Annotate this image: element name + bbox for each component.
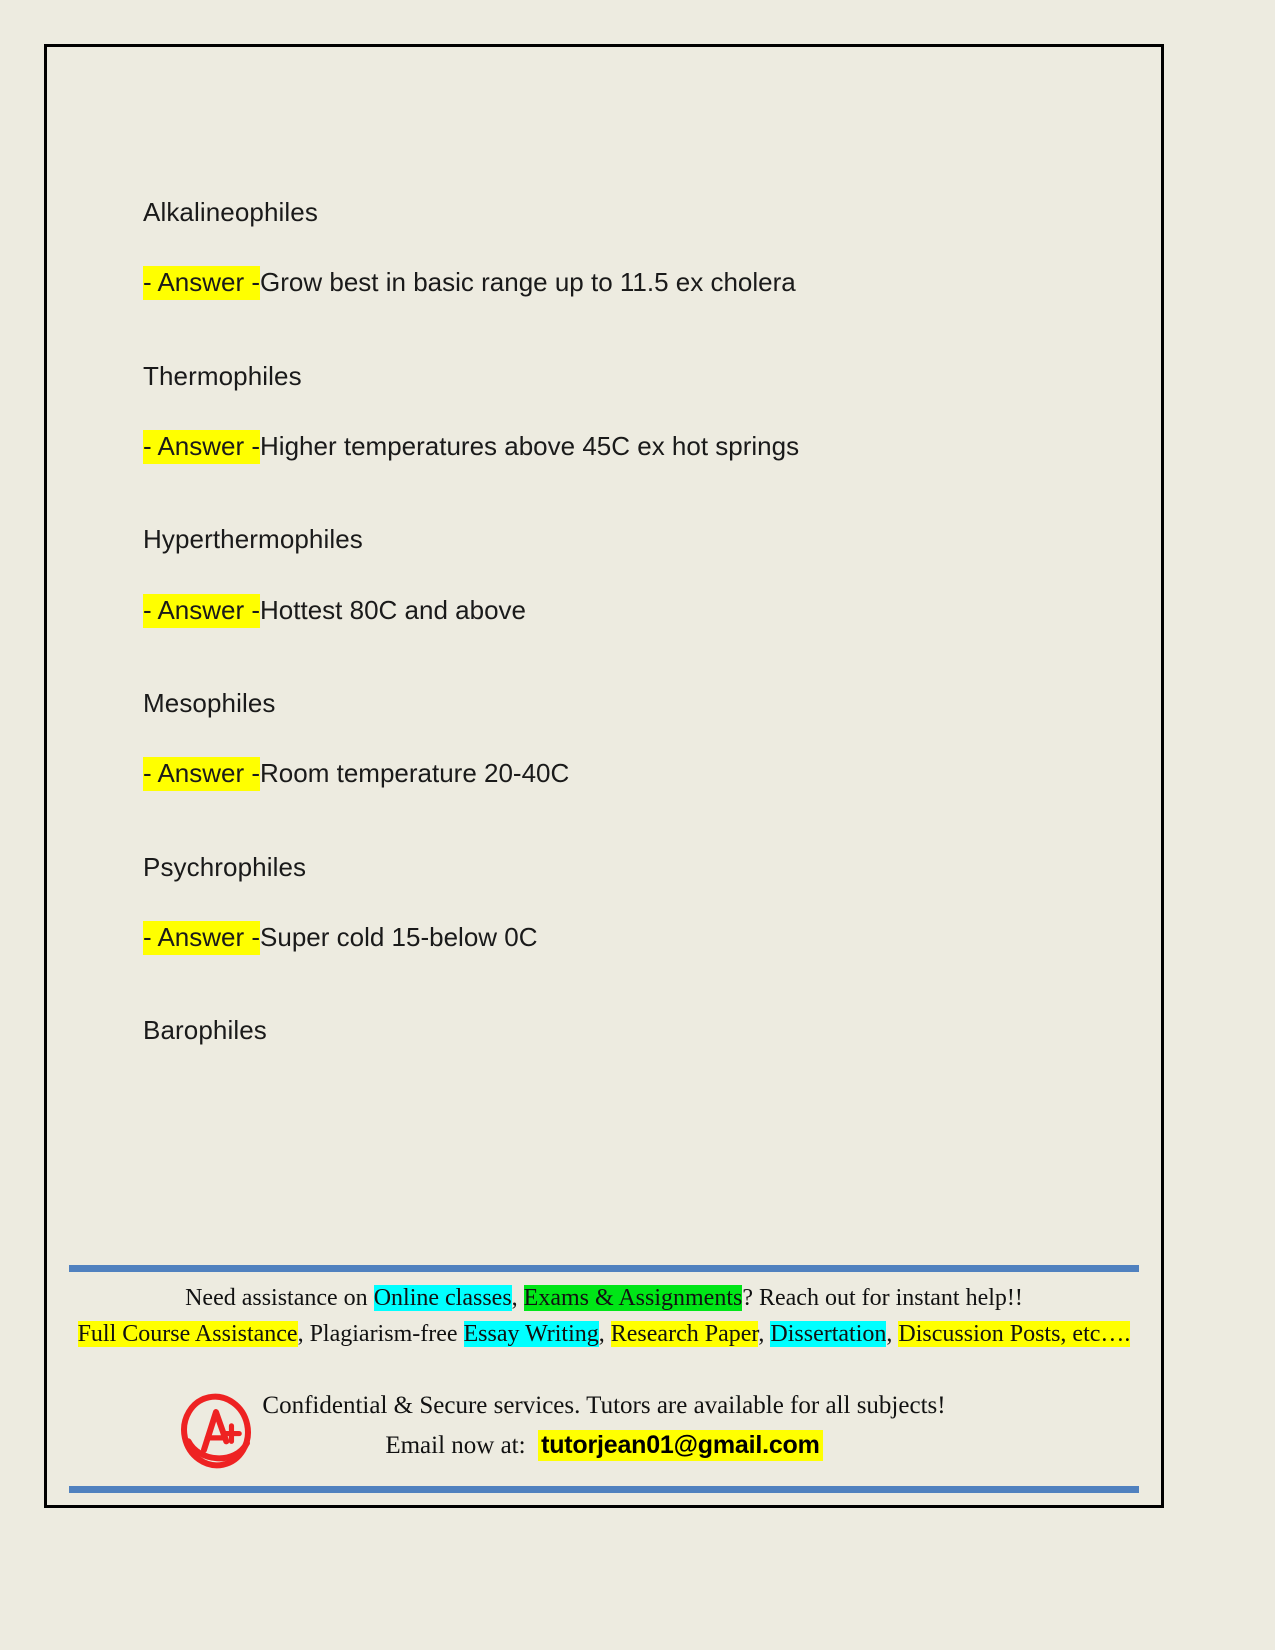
answer-line: [143, 430, 1121, 463]
highlight-discussion-posts: Discussion Posts, etc….: [898, 1320, 1131, 1347]
highlight-essay-writing: Essay Writing: [463, 1320, 599, 1347]
term-heading: Barophiles: [143, 1015, 267, 1046]
answer-label-highlight: - Answer -: [143, 757, 260, 791]
note-block: [143, 524, 1121, 626]
promo-text: , Plagiarism-free: [297, 1320, 464, 1347]
answer-text: Grow best in basic range up to 11.5 ex cholera: [260, 267, 796, 298]
answer-label-highlight: - Answer -: [143, 266, 260, 300]
answer-text: Higher temperatures above 45C ex hot springs: [260, 430, 800, 461]
note-block: [143, 361, 1121, 463]
highlight-full-course-assistance: Full Course Assistance: [77, 1320, 298, 1347]
promo-text: ? Reach out for instant help!!: [742, 1285, 1023, 1311]
highlight-dissertation: Dissertation: [770, 1320, 887, 1347]
promo-line-2: [47, 1319, 1161, 1351]
note-block: [143, 688, 1121, 790]
promo-text: ,: [886, 1320, 899, 1347]
highlight-research-paper: Research Paper: [610, 1320, 759, 1347]
term-heading: Psychrophiles: [143, 851, 307, 882]
promo-line-1: [47, 1283, 1161, 1315]
note-block: [143, 197, 1121, 299]
term-heading: Hyperthermophiles: [143, 524, 363, 555]
answer-line: [143, 266, 1121, 299]
term-heading: Mesophiles: [143, 688, 276, 719]
footer-contact-block: [47, 1390, 1161, 1460]
confidential-line: Confidential & Secure services. Tutors are available for all subjects!: [262, 1392, 946, 1420]
promo-text: Need assistance on: [185, 1285, 374, 1311]
email-line: [47, 1431, 1161, 1460]
promo-text: ,: [598, 1320, 611, 1347]
document-page: [44, 44, 1164, 1508]
email-label: Email now at:: [385, 1431, 526, 1459]
promo-text: ,: [758, 1320, 771, 1347]
highlight-online-classes: Online classes: [373, 1285, 512, 1311]
email-address[interactable]: tutorjean01@gmail.com: [538, 1430, 823, 1461]
footer-text-block: [47, 1283, 1161, 1492]
note-block: [143, 852, 1121, 954]
term-heading: Alkalineophiles: [143, 197, 318, 227]
answer-label-highlight: - Answer -: [143, 430, 260, 464]
term-heading: Thermophiles: [143, 360, 302, 391]
footer-lower: [47, 1384, 1161, 1492]
answer-line: [143, 921, 1121, 954]
answer-line: [143, 757, 1121, 790]
answer-text: Super cold 15-below 0C: [260, 921, 538, 952]
answer-label-highlight: - Answer -: [143, 921, 260, 955]
footer-divider-top: [69, 1265, 1139, 1272]
footer-divider-bottom: [69, 1486, 1139, 1493]
note-block: [143, 1015, 1121, 1046]
notes-content: [143, 197, 1121, 1085]
promo-text: ,: [511, 1285, 524, 1311]
answer-label-highlight: - Answer -: [143, 594, 260, 628]
answer-text: Hottest 80C and above: [260, 594, 526, 625]
answer-line: [143, 594, 1121, 627]
answer-text: Room temperature 20-40C: [260, 758, 570, 789]
highlight-exams-assignments: Exams & Assignments: [523, 1285, 743, 1311]
promo-footer: [47, 1265, 1161, 1505]
